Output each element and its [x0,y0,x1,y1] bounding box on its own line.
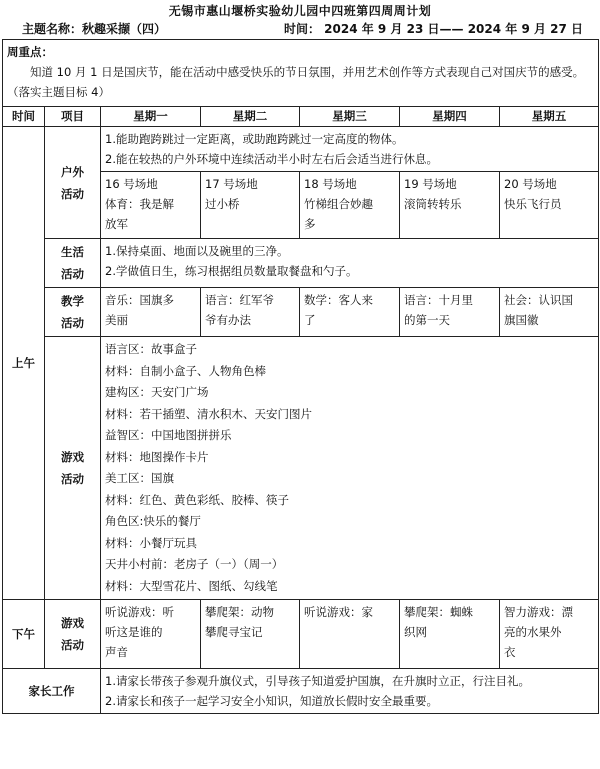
outdoor-goal-1: 1.能助跑跨跳过一定距离，或助跑跨跳过一定高度的物体。 [105,132,404,146]
afternoon-tuesday: 攀爬架：动物 攀爬寻宝记 [201,600,300,669]
theme-name: 主题名称：秋趣采撷（四） [22,22,167,36]
games-label: 游戏 活动 [45,337,101,600]
outdoor-goals [101,127,599,172]
teaching-label: 教学 活动 [45,288,101,337]
games-line: 材料：大型雪花片、图纸、勾线笔 [105,578,278,593]
subtitle-row [22,20,584,37]
games-line: 材料：小餐厅玩具 [105,535,197,550]
teaching-wednesday: 数学：客人来 了 [300,288,400,337]
games-line: 美工区：国旗 [105,471,174,485]
outdoor-wednesday: 18 号场地 竹梯组合妙趣 多 [300,172,400,239]
games-line: 益智区：中国地图拼拼乐 [105,428,232,442]
outdoor-label: 户外 活动 [45,127,101,239]
teaching-thursday: 语言：十月里 的第一天 [400,288,500,337]
header-monday: 星期一 [101,107,201,127]
games-line: 角色区:快乐的餐厅 [105,514,201,528]
afternoon-label: 下午 [3,600,45,669]
games-line: 材料：自制小盒子、人物角色棒 [105,363,266,378]
life-item-2: 2.学做值日生，练习根据组员数量取餐盘和勺子。 [105,264,358,278]
plan-table [2,39,599,714]
parents-row [3,669,599,714]
games-content [101,337,599,600]
games-line: 天井小村前：老房子（一）（周一） [105,557,284,571]
outdoor-thursday: 19 号场地 滚筒转转乐 [400,172,500,239]
parents-label: 家长工作 [3,669,101,714]
life-row [3,239,599,288]
teaching-tuesday: 语言：红军爷 爷有办法 [201,288,300,337]
teaching-monday: 音乐：国旗多 美丽 [101,288,201,337]
focus-row [3,40,599,107]
afternoon-row [3,600,599,669]
afternoon-monday: 听说游戏：听 听这是谁的 声音 [101,600,201,669]
afternoon-games-label: 游戏 活动 [45,600,101,669]
date-range: 时间： 2024 年 9 月 23 日—— 2024 年 9 月 27 日 [284,22,584,36]
header-item: 项目 [45,107,101,127]
parents-items [101,669,599,714]
teaching-row [3,288,599,337]
outdoor-tuesday: 17 号场地 过小桥 [201,172,300,239]
focus-label: 周重点： [7,45,53,59]
games-line: 材料：地图操作卡片 [105,449,209,464]
focus-text: 知道 10 月 1 日是国庆节，能在活动中感受快乐的节日氛围，并用艺术创作等方式表现自己对国庆节的感受。（落实主题目标 4） [7,65,585,99]
header-wednesday: 星期三 [300,107,400,127]
column-header-row [3,107,599,127]
header-tuesday: 星期二 [201,107,300,127]
morning-label: 上午 [3,127,45,600]
header-thursday: 星期四 [400,107,500,127]
teaching-friday: 社会：认识国 旗国徽 [500,288,599,337]
parents-item-1: 1.请家长带孩子参观升旗仪式，引导孩子知道爱护国旗，在升旗时立正，行注目礼。 [105,674,530,688]
life-items [101,239,599,288]
header-friday: 星期五 [500,107,599,127]
games-line: 材料：若干插塑、清水积木、天安门图片 [105,406,312,421]
parents-item-2: 2.请家长和孩子一起学习安全小知识，知道放长假时安全最重要。 [105,694,438,708]
outdoor-goals-row [3,127,599,172]
afternoon-friday: 智力游戏：漂 亮的水果外 衣 [500,600,599,669]
afternoon-wednesday: 听说游戏：家 [300,600,400,669]
games-line: 建构区：天安门广场 [105,385,209,399]
games-line: 语言区：故事盒子 [105,342,197,356]
document-title: 无锡市惠山堰桥实验幼儿园中四班第四周周计划 [168,4,432,18]
games-line: 材料：红色、黄色彩纸、胶棒、筷子 [105,492,289,507]
outdoor-monday: 16 号场地 体育：我是解 放军 [101,172,201,239]
header-time: 时间 [3,107,45,127]
life-label: 生活 活动 [45,239,101,288]
outdoor-goal-2: 2.能在较热的户外环境中连续活动半小时左右后会适当进行休息。 [105,152,438,166]
games-row [3,337,599,600]
life-item-1: 1.保持桌面、地面以及碗里的三净。 [105,244,289,258]
afternoon-thursday: 攀爬架：蜘蛛 织网 [400,600,500,669]
outdoor-friday: 20 号场地 快乐飞行员 [500,172,599,239]
